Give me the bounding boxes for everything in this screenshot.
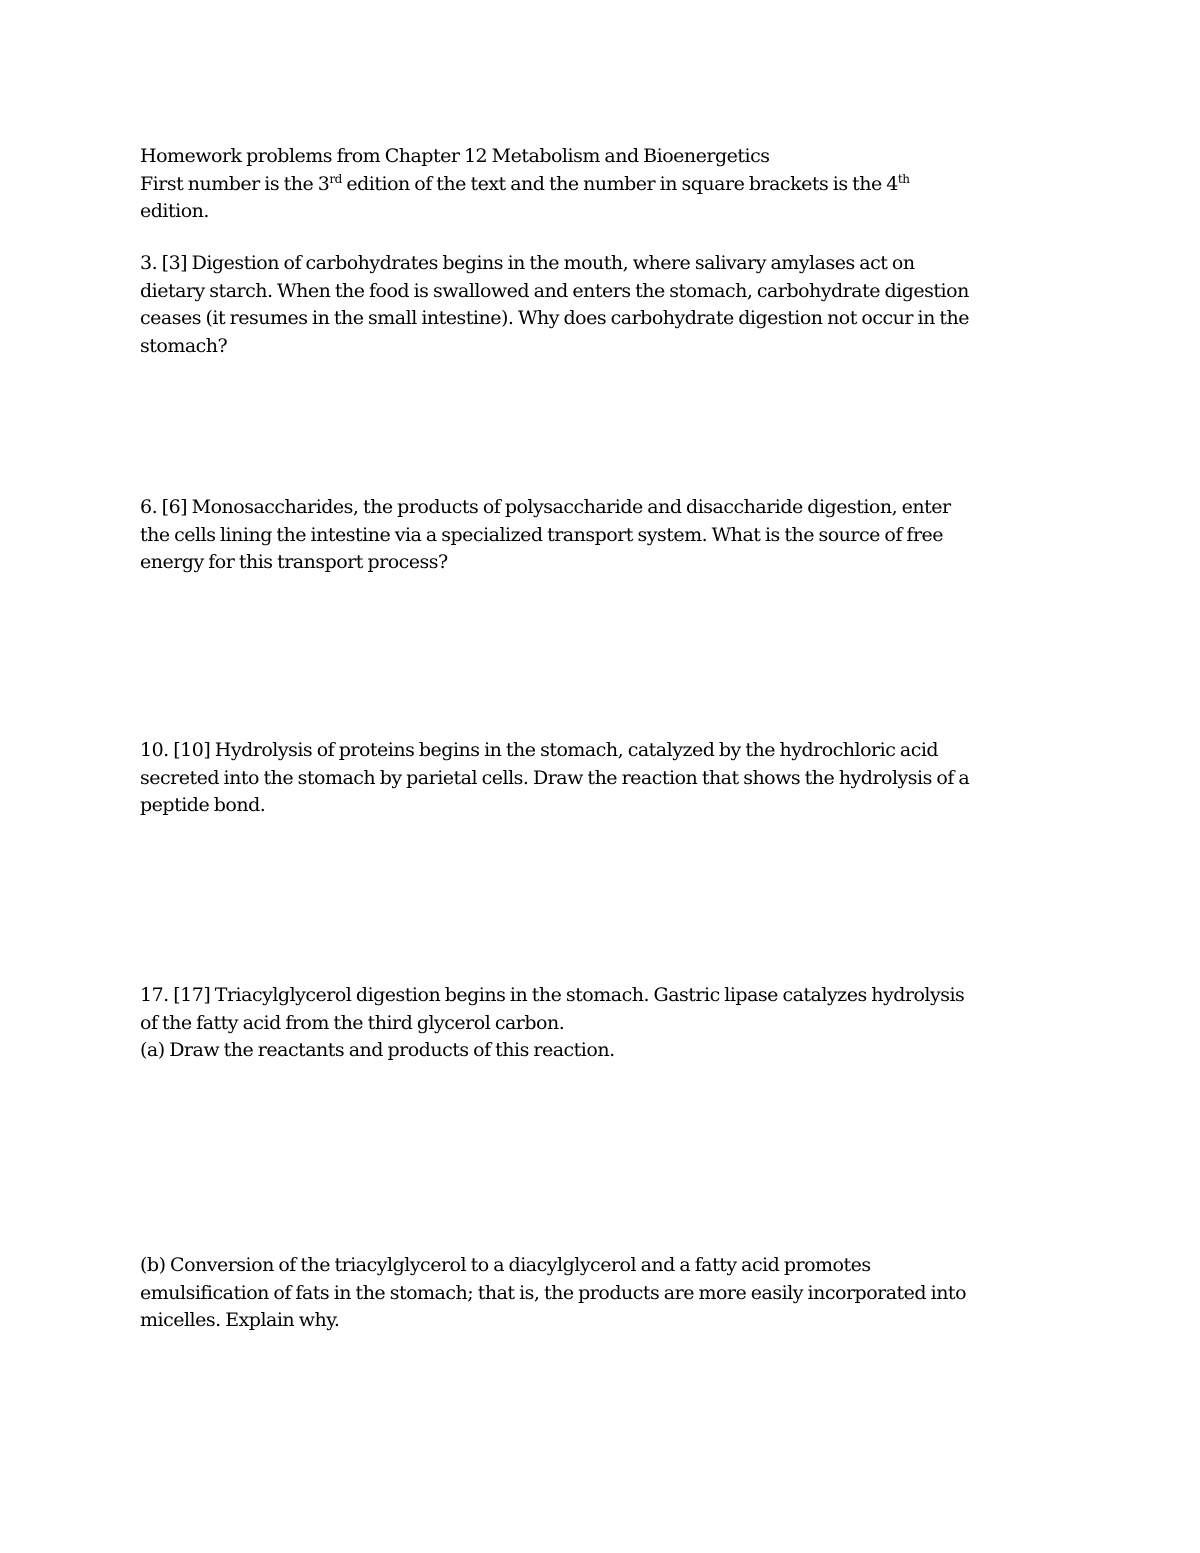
question-line: stomach? bbox=[140, 334, 228, 357]
edition-superscript-th: th bbox=[897, 171, 910, 186]
edition-note-text-1: First number is the 3 bbox=[140, 172, 330, 195]
question-line: dietary starch. When the food is swallowed and enters the stomach, carbohydrate digestion bbox=[140, 279, 969, 302]
document-header bbox=[140, 143, 1070, 226]
question-6 bbox=[140, 494, 1070, 577]
question-line: ceases (it resumes in the small intestine). Why does carbohydrate digestion not occur in the bbox=[140, 307, 969, 329]
question-line: peptide bond. bbox=[140, 794, 266, 816]
question-line: (b) Conversion of the triacylglycerol to a diacylglycerol and a fatty acid promotes bbox=[140, 1254, 871, 1276]
question-line: 6. [6] Monosaccharides, the products of polysaccharide and disaccharide digestion, enter bbox=[140, 496, 951, 518]
question-line: 10. [10] Hydrolysis of proteins begins in the stomach, catalyzed by the hydrochloric acid bbox=[140, 739, 939, 761]
document-title: Homework problems from Chapter 12 Metabolism and Bioenergetics bbox=[140, 145, 770, 167]
edition-note-continued: edition. bbox=[140, 200, 209, 222]
question-line: of the fatty acid from the third glycerol carbon. bbox=[140, 1011, 565, 1034]
question-part-a: (a) Draw the reactants and products of this reaction. bbox=[140, 1039, 615, 1061]
question-17-part-b bbox=[140, 1252, 1070, 1335]
question-10 bbox=[140, 737, 1070, 820]
question-17 bbox=[140, 982, 1070, 1065]
question-line: the cells lining the intestine via a specialized transport system. What is the source of free bbox=[140, 523, 944, 546]
question-3 bbox=[140, 250, 1070, 360]
question-line: energy for this transport process? bbox=[140, 551, 448, 573]
edition-note bbox=[140, 171, 1070, 199]
edition-note-text-2: edition of the text and the number in square brackets is the 4 bbox=[341, 172, 898, 195]
edition-superscript-rd: rd bbox=[329, 171, 342, 186]
question-line: 17. [17] Triacylglycerol digestion begins in the stomach. Gastric lipase catalyzes hydrolysis bbox=[140, 984, 965, 1006]
question-line: secreted into the stomach by parietal cells. Draw the reaction that shows the hydrolysis of a bbox=[140, 766, 970, 789]
question-line: emulsification of fats in the stomach; that is, the products are more easily incorporated into bbox=[140, 1281, 967, 1304]
question-line: 3. [3] Digestion of carbohydrates begins in the mouth, where salivary amylases act on bbox=[140, 252, 915, 274]
question-line: micelles. Explain why. bbox=[140, 1309, 340, 1331]
